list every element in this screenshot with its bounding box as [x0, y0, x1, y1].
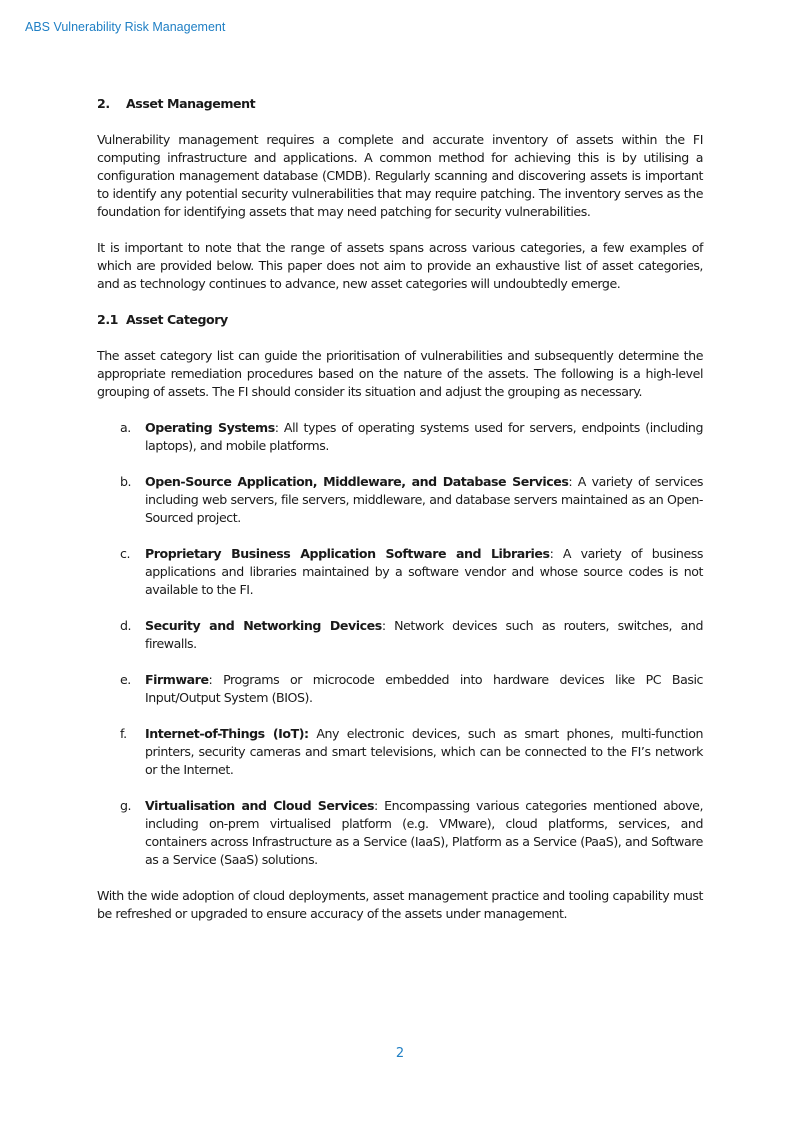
list-item-term: Open-Source Application, Middleware, and Database Services — [145, 474, 569, 489]
section-paragraph-1: Vulnerability management requires a complete and accurate inventory of assets within the FI computing infrastructure and applications. A common method for achieving this is by utilising a configuration management database (CMDB). Regularly scanning and discovering assets is important to identify any potential security vulnerabilities that may require patching. The inventory serves as the foundation for identifying assets that may need patching for security vulnerabilities. — [97, 132, 703, 219]
list-item-text: : A variety of business applications and libraries maintained by a software vendor and whose source codes is not available to the FI. — [145, 546, 703, 597]
list-item-term: Proprietary Business Application Software and Libraries — [145, 546, 550, 561]
list-item-text: : Programs or microcode embedded into hardware devices like PC Basic Input/Output System (BIOS). — [145, 672, 703, 705]
page-number: 2 — [395, 1046, 405, 1061]
subsection-intro: The asset category list can guide the prioritisation of vulnerabilities and subsequently determine the appropriate remediation procedures based on the nature of the assets. The following is a high-level grouping of assets. The FI should consider its situation and adjust the grouping as necessary. — [97, 348, 703, 399]
list-item-term: Operating Systems — [145, 420, 275, 435]
section-heading — [97, 95, 703, 115]
subsection-heading — [97, 311, 703, 331]
list-marker: g. — [120, 798, 132, 813]
section-paragraph-2: It is important to note that the range of assets spans across various categories, a few examples of which are provided below. This paper does not aim to provide an exhaustive list of asset categories, and as technology continues to advance, new asset categories will undoubtedly emerge. — [97, 240, 703, 291]
list-item — [97, 671, 703, 707]
list-item — [97, 545, 703, 599]
list-item-text: Any electronic devices, such as smart phones, multi-function printers, security cameras and smart televisions, which can be connected to the FI’s network or the Internet. — [145, 726, 703, 777]
list-item-term: Security and Networking Devices — [145, 618, 382, 633]
list-item-text: : A variety of services including web servers, file servers, middleware, and database servers maintained as an Open-Sourced project. — [145, 474, 703, 525]
running-header: ABS Vulnerability Risk Management — [25, 20, 226, 34]
list-item — [97, 473, 703, 527]
subsection-number: 2.1 — [97, 312, 118, 327]
list-item-text: : All types of operating systems used for servers, endpoints (including laptops), and mobile platforms. — [145, 420, 703, 453]
list-item — [97, 725, 703, 779]
list-marker: d. — [120, 618, 132, 633]
list-item — [97, 617, 703, 653]
document-body — [97, 95, 703, 923]
list-marker: c. — [120, 546, 131, 561]
asset-category-list — [97, 419, 703, 869]
list-marker: f. — [120, 726, 127, 741]
list-item-term: Internet-of-Things (IoT): — [145, 726, 309, 741]
list-item-text: : Network devices such as routers, switches, and firewalls. — [145, 618, 703, 651]
closing-paragraph: With the wide adoption of cloud deployments, asset management practice and tooling capability must be refreshed or upgraded to ensure accuracy of the assets under management. — [97, 888, 703, 921]
list-item — [97, 797, 703, 869]
list-marker: e. — [120, 672, 131, 687]
list-marker: b. — [120, 474, 132, 489]
list-item-text: : Encompassing various categories mentioned above, including on-prem virtualised platform (e.g. VMware), cloud platforms, services, and containers across Infrastructure as a Service (IaaS), Platform as a Service (PaaS), and Software as a Service (SaaS) solutions. — [145, 798, 703, 867]
section-title: Asset Management — [126, 96, 256, 111]
list-item — [97, 419, 703, 455]
list-marker: a. — [120, 420, 131, 435]
list-item-term: Virtualisation and Cloud Services — [145, 798, 375, 813]
section-number: 2. — [97, 96, 110, 111]
list-item-term: Firmware — [145, 672, 209, 687]
subsection-title: Asset Category — [126, 312, 228, 327]
